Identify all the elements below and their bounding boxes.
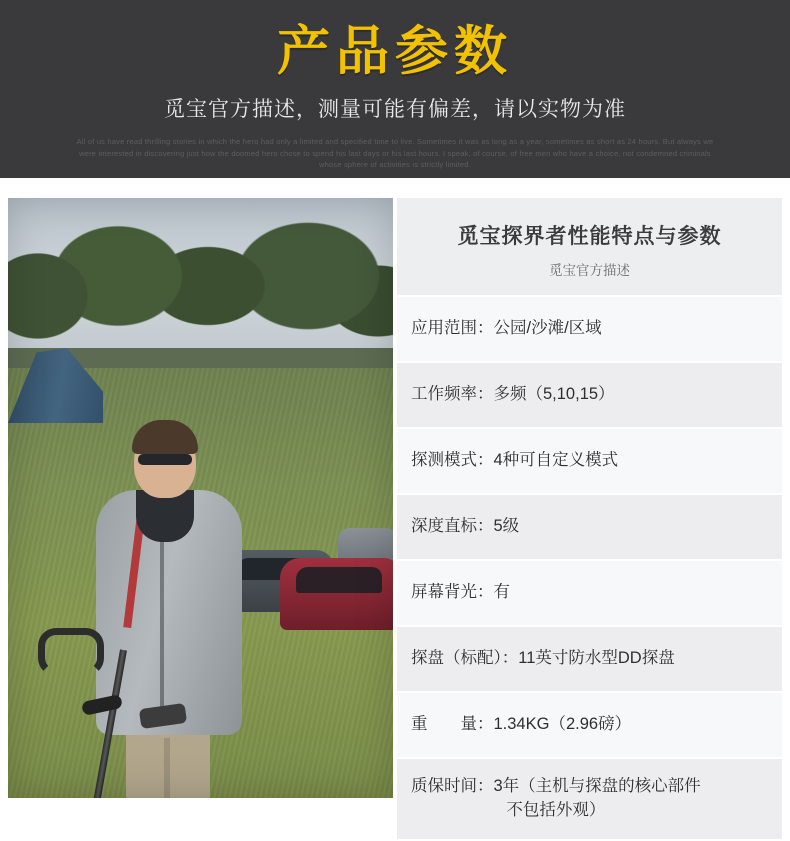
table-row xyxy=(397,759,782,841)
spec-row-text: 屏幕背光：有 xyxy=(411,583,510,602)
spec-row-text-line1: 质保时间：3年（主机与探盘的核心部件 xyxy=(411,777,701,796)
spec-table xyxy=(397,198,782,820)
table-row xyxy=(397,297,782,363)
spec-row-text: 探测模式：4种可自定义模式 xyxy=(411,451,619,470)
banner-subtitle: 觅宝官方描述，测量可能有偏差，请以实物为准 xyxy=(164,97,626,121)
spec-row-text-line2: 不包括外观） xyxy=(506,801,606,819)
sunglasses-icon xyxy=(138,454,192,465)
spec-table-title: 觅宝探界者性能特点与参数 xyxy=(457,225,722,248)
spec-row-text: 深度直标：5级 xyxy=(411,517,520,536)
photo-detector-armrest xyxy=(38,628,104,676)
table-row xyxy=(397,495,782,561)
table-row xyxy=(397,627,782,693)
header-banner xyxy=(0,0,790,178)
table-row xyxy=(397,363,782,429)
content-area xyxy=(0,178,790,820)
banner-fine-print: All of us have read thrilling stories in which the hero had only a limited and specified time to live. Sometimes it was as long as a year, sometimes as short as 24 hours. But always we were interested in discovering just how the doomed hero chose to spend his last days or his last hours. I speak, of course, of free men who have a choice, not condemned criminals whose sphere of activities is strictly limited. xyxy=(76,136,714,170)
spec-table-subtitle: 觅宝官方描述 xyxy=(549,263,630,278)
table-row xyxy=(397,561,782,627)
product-photo xyxy=(8,198,393,798)
table-row xyxy=(397,693,782,759)
spec-row-text: 应用范围：公园/沙滩/区域 xyxy=(411,319,602,338)
spec-row-text: 重 量：1.34KG（2.96磅） xyxy=(411,715,632,734)
banner-title: 产品参数 xyxy=(277,22,513,81)
spec-row-text: 探盘（标配）：11英寸防水型DD探盘 xyxy=(411,649,675,668)
table-row xyxy=(397,429,782,495)
photo-car-red xyxy=(280,558,393,630)
spec-row-text: 工作频率：多频（5,10,15） xyxy=(411,385,615,404)
spec-table-header xyxy=(397,198,782,297)
